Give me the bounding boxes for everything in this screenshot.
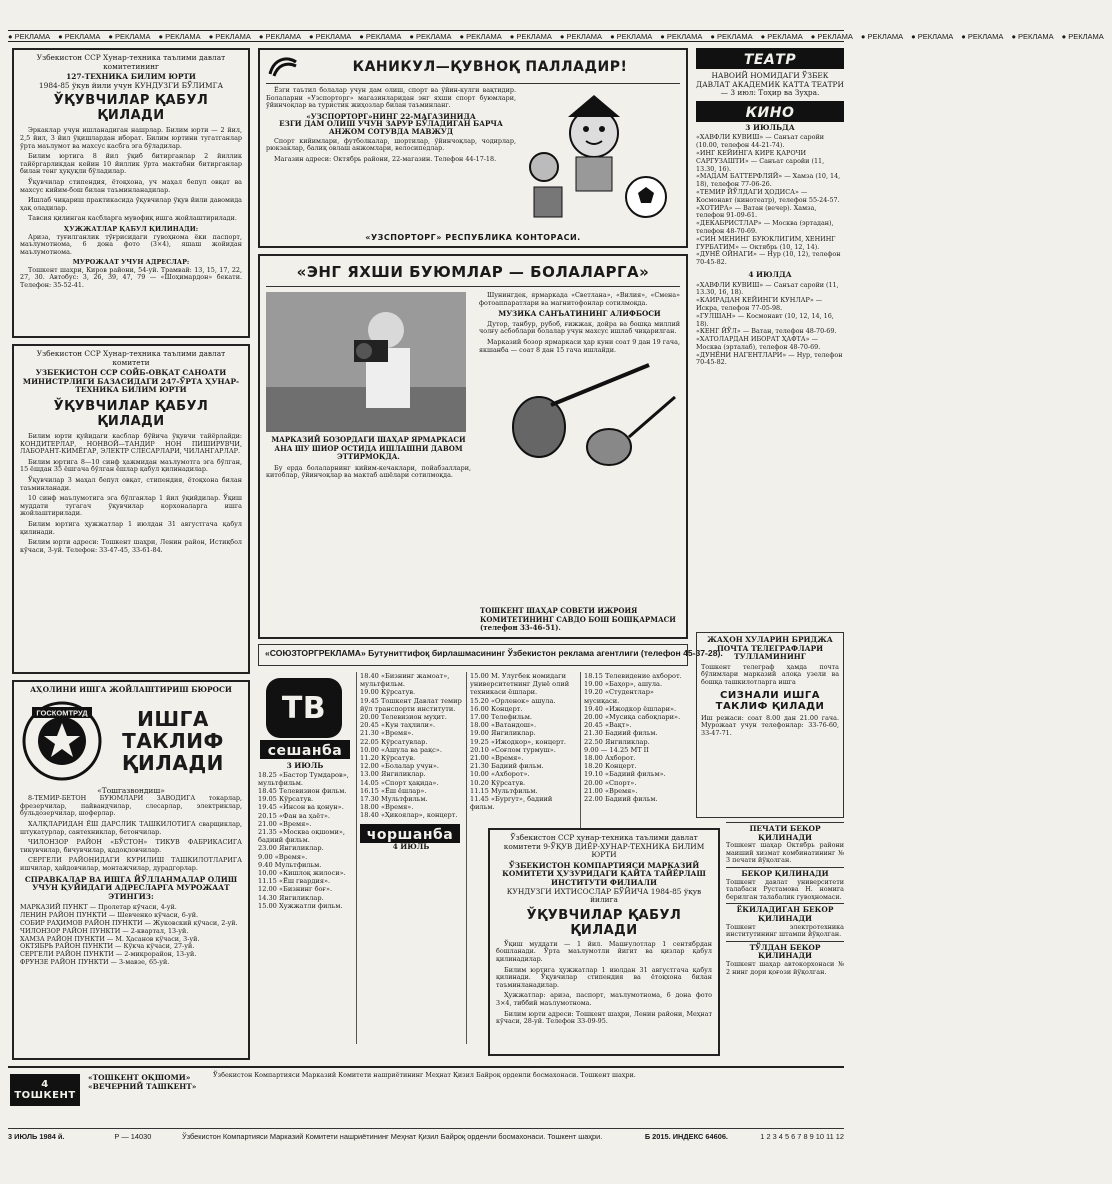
issue-number: Р — 14030	[114, 1132, 152, 1141]
tv-program-entry: 11.15 Мультфильм.	[470, 786, 538, 795]
weekday-tuesday: сешанба	[267, 743, 343, 759]
ad-org: Ўзбекистон ССР ҳунар-техника таълими давлат комитети 9-ЎҚУВ ДИЁР-ХУНАР-ТЕХНИКА БИЛИМ ЮРТИ	[503, 833, 705, 860]
tv-program-entry: 10.00 «Ашула ва рақс».	[360, 745, 442, 754]
post-telegraph-ad	[696, 632, 844, 818]
lost-notice	[726, 822, 844, 867]
ad-footer: «УЗСПОРТОРГ» РЕСПУБЛИКА КОНТОРАСИ.	[365, 233, 581, 242]
lost-notice	[726, 903, 844, 940]
tv-program-entry: 10.00 «Ахборот».	[470, 770, 530, 779]
tv-program-entry: 18.40 «Ҳикоялар», концерт.	[360, 811, 458, 820]
tv-schedule	[256, 771, 354, 910]
banner-word: ● РЕКЛАМА	[1011, 32, 1054, 41]
uzsportorg-logo	[266, 54, 300, 80]
vocational-school-247-ad	[12, 344, 250, 674]
banner-word: ● РЕКЛАМА	[860, 32, 904, 41]
tv-program-entry: 19.00 Янгиликлар.	[470, 729, 536, 738]
ad-title: ЎҚУВЧИЛАР ҚАБУЛ ҚИЛАДИ	[53, 93, 209, 124]
cinema-listing: «ХАВФЛИ КУВИШ» — Санъат саройи (10.00, телефон 44-21-74).	[696, 133, 824, 150]
tv-program-entry: 20.00 Телевизион муҳит.	[360, 713, 447, 722]
tv-program-entry: 19.00 «Баҳор», ашула.	[584, 680, 663, 689]
tv-program-entry: 21.00 «Время».	[584, 786, 638, 795]
tv-program-entry: 9.40 Мультфильм.	[258, 860, 322, 869]
notice-text: Тошкент шаҳар Октябрь райони маиший хизмат комбинатининг № 3 печати йўқолган.	[726, 841, 844, 865]
issue-date: 3 ИЮЛЬ 1984 й.	[8, 1132, 65, 1141]
ad-paragraph: Дутор, танбур, рубоб, ғижжак, дойра ва бошқа миллий чолғу асбоблари болалар учун махсус ишлаб чиқарилган.	[479, 319, 680, 336]
cinema-listing: «ХАТОЛАРДАН ИБОРАТ ҲАФТА» — Москва (эрталаб), телефон 48-70-69.	[696, 335, 821, 351]
ad-paragraph: СЕРГЕЛИ РАЙОНИДАГИ КУРИЛИШ ТАШКИЛОТЛАРИГА ишчилар, ҳайдовчилар, монтажчилар, дурадгорлар.	[20, 856, 242, 872]
ad-paragraph: Марказий бозор ярмаркаси ҳар куни соат 9 дан 19 гача, якшанба — соат 8 дан 15 гача ишлайди.	[479, 337, 680, 354]
notice-heading: БЕКОР ҚИЛИНАДИ	[741, 868, 829, 878]
tv-program-entry: 16.15 «Ёш ёшлар».	[360, 786, 427, 795]
goskomtrud-logo	[20, 699, 104, 783]
ad-paragraph: Тавсия қилинган касбларга мувофиқ ишга жойлаштирилади.	[28, 214, 237, 223]
ad-title: «ЭНГ ЯХШИ БУЮМЛАР — БОЛАЛАРГА»	[266, 260, 680, 287]
banner-word: ● РЕКЛАМА	[108, 32, 151, 41]
notice-text: Тошкент давлат университети талабаси Рустамова Н. номига берилган талабалик гувоҳномаси.	[726, 877, 844, 901]
ad-paragraph: Шунингдек, ярмаркада «Светлана», «Вилия», «Смена» фотоаппаратлари ва магнитофонлар сотилмоқда.	[479, 291, 680, 307]
cinema-listing: «ДУНЁ ОЙНАГИ» — Нур (10, 12), телефон 70-45-82.	[696, 250, 841, 267]
tv-program-entry: 18.20 Концерт.	[584, 762, 637, 771]
tv-program-entry: 14.30 Янгиликлар.	[258, 893, 324, 902]
tv-program-entry: 21.30 Бадиий фильм.	[584, 729, 658, 738]
tv-schedule	[470, 672, 576, 811]
lost-notice	[726, 867, 844, 903]
tv-program-entry: 22.05 Кўрсатувлар.	[360, 737, 428, 746]
theatre-heading: ТЕАТР	[743, 52, 797, 68]
ad-sub: 1984-85 ўкув йили учун КУНДУЗГИ БЎЛИМГА	[38, 80, 224, 90]
ad-paragraph: Билим юртига ҳужжатлар 1 июлдан 31 августгача қабул қилинади.	[20, 519, 242, 536]
cinema-listing: «КЕНГ ЙЎЛ» — Ватан, телефон 48-70-69.	[696, 327, 837, 336]
ad-paragraph: Ёзги таътил болалар учун дам олиш, спорт ва ўйин-кулги вақтидир. Болаларни «Узспорторг» магазинларидан энг яхши спорт буюмлари, ўйинчоқлар ва туристик жиҳозлар билан таъминланг.	[266, 86, 516, 110]
address-line: ХАМЗА РАЙОН ПУНКТИ — М. Ҳасанов кўчаси, 3-уй.	[20, 934, 200, 943]
page-numbers: 1 2 3 4 5 6 7 8 9 10 11 12	[760, 1132, 844, 1141]
dutar-instruments-illustration	[479, 357, 680, 480]
cinema-listing: «КАИРАДАН КЕЙИНГИ КУНЛАР» — Искра, телефон 77-05-98.	[696, 296, 823, 312]
ad-address: Тошкент шаҳри, Киров райони, 54-уй. Трамвай: 13, 15, 17, 22, 27, 30. Автобус: 3, 26, 39, 47, 79 — «Шоҳимардон» бекати. Телефон: 35-52-41.	[20, 265, 242, 290]
banner-word: ● РЕКЛАМА	[509, 32, 552, 41]
banner-word: ● РЕКЛАМА	[409, 32, 452, 41]
employment-bureau-ad	[12, 680, 250, 1060]
ad-paragraph: 10 синф маълумотига эга бўлганлар 1 йил ўқийдилар. Ўқиш муддати тугагач ўқувчилар корхоналарга ишга жойлаштирилади.	[20, 494, 242, 518]
banner-word: ● РЕКЛАМА	[610, 32, 653, 41]
ad-subhead: МУРОЖААТ УЧУН АДРЕСЛАР:	[72, 258, 190, 267]
tv-program-entry: 18.00 «Время».	[360, 803, 414, 812]
ad-title: ЎҚУВЧИЛАР ҚАБУЛ ҚИЛАДИ	[53, 398, 209, 429]
ad-title: КАНИКУЛ—ҚУВНОҚ ПАЛЛАДИР!	[352, 59, 628, 75]
cinema-listing: «ХАВФЛИ КУВИШ» — Санъат саройи (11, 13.30, 16, 18).	[696, 280, 839, 297]
logo-text: ГОСКОМТРУД	[36, 708, 88, 718]
masthead-title: «ТОШКЕНТ ОҚШОМИ» «ВЕЧЕРНИЙ ТАШКЕНТ»	[88, 1073, 197, 1091]
ad-paragraph: Бу ерда болаларнинг кийим-кечаклари, пойабзаллари, китоблар, ўйинчоқлар ва мактаб ашёлари сотилмоқда.	[266, 463, 471, 480]
banner-word: ● РЕКЛАМА	[961, 32, 1004, 41]
banner-word: ● РЕКЛАМА	[660, 32, 703, 41]
tv-program-entry: 15.20 «Орленок» ашула.	[470, 696, 556, 705]
tv-program-entry: 18.25 «Бастор Тумдаров», мультфильм.	[258, 770, 349, 787]
tv-program-entry: 19.20 «Студентлар» мусиқаси.	[584, 688, 654, 705]
address-line: МАРКАЗИЙ ПУНКТ — Пролетар кўчаси, 4-уй.	[20, 903, 177, 912]
tv-program-entry: 20.00 «Спорт».	[584, 778, 637, 787]
lost-documents-column	[726, 822, 844, 1058]
agency-banner	[258, 644, 723, 666]
tv-program-entry: 19.40 «Ижодкор ёшлари».	[584, 704, 677, 713]
ad-title: ЎҚУВЧИЛАР ҚАБУЛ ҚИЛАДИ	[526, 907, 682, 938]
ad-org: Узбекистон ССР Хунар-техника таълими давлат комитети	[36, 349, 226, 367]
notice-text: Тошкент электротехника институтининг штампи йўқолган.	[726, 922, 844, 939]
tv-program-entry: 20.00 «Мусиқа сабоқлари».	[584, 713, 681, 722]
tv-schedule	[360, 672, 462, 820]
childrens-fair-ad	[258, 254, 688, 639]
ad-subhead: МУЗИКА САНЪАТИНИНГ АЛИФБОСИ	[498, 309, 661, 319]
tv-program-entry: 12.00 «Бизнинг боғ».	[258, 885, 333, 894]
tv-program-entry: 19.25 «Ижодкор», концерт.	[470, 737, 566, 746]
address-line: СЕРГЕЛИ РАЙОН ПУНКТИ — 2-микрорайон, 13-уй.	[20, 950, 197, 959]
ad-paragraph: Билим юртига 8—10 синф ҳажмидан маълумотга эга бўлган, 15 ёшдан 35 ёшгача бўлган ёшлар қабул қилинадилар.	[20, 457, 242, 474]
ad-paragraph: Ҳужжатлар: ариза, паспорт, маълумотнома, 6 дона фото 3×4, тиббий маълумотнома.	[496, 991, 712, 1007]
banner-word: ● РЕКЛАМА	[309, 32, 352, 41]
shop-name: «УЗСПОРТОРГ»НИНГ 22-МАГАЗИНИДА	[306, 111, 476, 121]
tv-program-entry: 16.00 Концерт.	[470, 704, 523, 713]
tv-program-entry: 21.30 «Время».	[360, 729, 414, 738]
toys-illustration	[516, 87, 680, 241]
tv-program-entry: 19.10 «Бадиий фильм».	[584, 770, 666, 779]
hiring-headline: ИШГА ТАКЛИФ ҚИЛАДИ	[122, 706, 224, 775]
ad-paragraph: ХАЛҚЛАРИДАН ЁШ ДАРСЛИК ТАШКИЛОТИГА сварщиклар, штукатурлар, сантехниклар, бетончилар.	[20, 819, 242, 836]
tv-program-entry: 11.20 Кўрсатув.	[360, 754, 416, 763]
tv-program-entry: 19.00 Кўрсатув.	[360, 688, 416, 697]
index-number: Б 2015. ИНДЕКС 64606.	[644, 1132, 728, 1141]
tv-program-entry: 20.45 «Вақт».	[584, 721, 632, 730]
cinema-listings	[696, 134, 844, 267]
ad-paragraph: Тошкент телеграф ҳамда почта бўлимлари марказий алоқа узели ва бошқа ташкилотларга ишга	[701, 662, 839, 686]
tv-program-entry: 17.00 Телефильм.	[470, 713, 532, 722]
ad-sub: УЗБЕКИСТОН ССР СОЙБ-ОВҚАТ САНОАТИ МИНИСТРЛИГИ БАЗАСИДАГИ 247-ЎРТА ҲУНАР-ТЕХНИКА БИЛИМ ЮРТИ	[22, 368, 240, 395]
tv-logo	[266, 678, 342, 738]
tv-program-entry: 20.10 «Соғлом турмуш».	[470, 745, 556, 754]
ad-org: Узбекистон ССР Хунар-техника таълими давлат комитетининг	[36, 53, 226, 71]
ad-paragraph: Ишлаб чиқариш практикасида ўқувчилар ўқув йили давомида ҳақ оладилар.	[20, 196, 242, 212]
ad-address: Билим юрти адреси: Тошкент шаҳри, Ленин райони, Меҳнат кўчаси, 28-уй. Телефон 33-09-95.	[496, 1009, 712, 1026]
tv-program-entry: 13.00 Янгиликлар.	[360, 770, 426, 779]
ad-paragraph: Билим юртига 8 йил ўқиб битирганлар 2 йиллик тайёргарликдан кейин 10 йиллик ўрта мактабни битирганлар билан тенг ҳуқуқли бўладилар.	[20, 152, 242, 176]
banner-word: ● РЕКЛАМА	[760, 32, 803, 41]
tv-program-entry: 11.15 «Ёш гвардия».	[258, 877, 331, 886]
address-line: ЛЕНИН РАЙОН ПУНКТИ — Шевченко кўчаси, 6-уй.	[20, 911, 199, 920]
tv-program-entry: 19.45 «Инсон ва қонун».	[258, 803, 344, 812]
tv-program-entry: 18.45 Телевизион фильм.	[258, 787, 347, 795]
cinema-listing: «ДУНЁНИ НАГЕНТЛАРИ» — Нур, телефон 70-45-82.	[696, 350, 843, 367]
banner-word: ● РЕКЛАМА	[359, 32, 402, 41]
ad-address: Магазин адреси: Октябрь райони, 22-магазин. Телефон 44-17-18.	[274, 154, 497, 163]
tv-program-entry: 15.00 М. Улугбек номидаги университетнинг Дунё олий техникаси ёшлари.	[470, 672, 570, 697]
lost-notice	[726, 941, 844, 978]
tv-program-entry: 23.00 Янгиликлар.	[258, 844, 324, 853]
tv-program-entry: 20.15 «Фан ва ҳаёт».	[258, 811, 330, 820]
banner-word: ● РЕКЛАМА	[911, 32, 954, 41]
tv-program-entry: 22.50 Янгиликлар.	[584, 737, 650, 746]
ad-paragraph: Ўқиш муддати — 1 йил. Машғулотлар 1 сентябрдан бошланади. Ўрта маълумотли йигит ва қизлар қабул қилинадилар.	[496, 939, 712, 963]
vocational-school-127-ad	[12, 48, 250, 338]
tv-program-entry: 19.45 Тошкент Давлат темир йўл транспорти институти.	[360, 696, 462, 713]
printer-credits: Ўзбекистон Компартияси Марказий Комитети нашриётининг Меҳнат Қизил Байроқ орденли босмахонаси. Тошкент шаҳри.	[182, 1132, 603, 1141]
address-line: ОКТЯБРЬ РАЙОН ПУНКТИ — Кўкча кўчаси, 27-уй.	[20, 942, 195, 951]
tv-program-entry: 15.00 Хужжатли фильм.	[258, 901, 343, 910]
agency-text: «СОЮЗТОРГРЕКЛАМА» Бутуниттифоқ бирлашмасининг Ўзбекистон реклама агентлиги (телефон 45-37-28).	[265, 648, 723, 658]
tv-program-entry: 10.20 Кўрсатув.	[470, 778, 526, 787]
cinema-listing: «ДЕКАБРИСТЛАР» — Москва (эртадан), телефон 48-70-69.	[696, 219, 834, 235]
advert-banner	[8, 30, 1104, 42]
photo-caption: МАРКАЗИЙ БОЗОРДАГИ ШАҲАР ЯРМАРКАСИ АНА ШУ ШИОР ОСТИДА ИШЛАШНИ ДАВОМ ЭТТИРМОҚДА.	[271, 435, 466, 462]
notice-heading: ЁКИЛАДИГАН БЕКОР ҚИЛИНАДИ	[736, 905, 834, 923]
ad-school: 127-ТЕХНИКА БИЛИМ ЮРТИ	[66, 72, 196, 82]
cinema-date: 3 ИЮЛЬДА	[745, 122, 795, 132]
tv-program-entry: 9.00 — 14.25 МТ II	[584, 745, 649, 754]
tv-program-entry: 18.00 «Ватандош».	[470, 721, 537, 730]
cinema-listing: «ХОТИРА» — Ватан (вечер). Хамза, телефон 91-09-61.	[696, 203, 817, 220]
ad-slogan: ЕЗГИ ДАМ ОЛИШ УЧУН ЗАРУР БЎЛАДИГАН БАРЧА АНЖОМ СОТУВДА МАВЖУД	[279, 119, 503, 136]
tv-program-entry: 18.15 Телевидение ахборот.	[584, 672, 682, 680]
tv-program-entry: 19.05 Кўрсатув.	[258, 795, 314, 804]
printer-credits: Ўзбекистон Компартияси Марказий Комитети нашриётининг Меҳнат Қизил Байроқ орденли босмахонаси. Тошкент шаҳри.	[213, 1071, 636, 1079]
cinema-heading: КИНО	[745, 104, 795, 121]
tv-date: 4 ИЮЛЬ	[392, 841, 430, 851]
tv-date: 3 ИЮЛЬ	[286, 761, 324, 770]
masthead-logo-text: 4 ТОШКЕНТ	[14, 1079, 76, 1101]
ad-address: Билим юрти адреси: Тошкент шаҳри, Ленин район, Истиқбол кўчаси, 3-уй. Телефон: 33-47-45, 33-61-84.	[20, 538, 242, 554]
theatre-listing: НАВОИЙ НОМИДАГИ ЎЗБЕК ДАВЛАТ АКАДЕМИК КАТТА ТЕАТРИ — 3 июл: Тоҳир ва Зуҳра.	[696, 71, 844, 98]
hiring-headline: СИЗНАЛИ ИШГА ТАКЛИФ ҚИЛАДИ	[715, 689, 825, 712]
ad-paragraph: Ариза, туғилганлик тўғрисидаги гувоҳнома ёки паспорт, маълумотнома, 6 дона фото (3×4), яшаш жойидан маълумотнома.	[20, 232, 242, 256]
ad-paragraph: Ўқувчилар стипендия, ётоқхона, уч маҳал бепул овқат ва махсус кийим-бош билан таъминланадилар.	[20, 177, 242, 194]
tv-program-entry: 22.00 Бадиий фильм.	[584, 795, 658, 804]
banner-word: ● РЕКЛАМА	[459, 32, 502, 41]
theatre-cinema-column	[696, 48, 844, 628]
cinema-listing: «СИН МЕНИНГ БУЮКЛИГИМ, ХЕНИНГ ГУРБАТИМ» — Октябрь (10, 12, 14).	[696, 234, 836, 251]
ad-org: АҲОЛИНИ ИШГА ЖОЙЛАШТИРИШ БЮРОСИ	[30, 685, 232, 694]
masthead-logo	[10, 1074, 80, 1106]
address-list	[20, 904, 242, 966]
tv-program-entry: 18.00 Ахборот.	[584, 754, 636, 763]
banner-word: ● РЕКЛАМА	[710, 32, 753, 41]
notice-heading: ТЎЛДАН БЕКОР ҚИЛИНАДИ	[749, 942, 821, 961]
banner-word: ● РЕКЛАМА	[258, 32, 302, 41]
tv-program-entry: 9.00 «Время».	[258, 852, 308, 861]
ad-paragraph: 8-ТЕМИР-БЕТОН БУЮМЛАРИ ЗАВОДИГА токарлар, фрезерчилар, пайвандчилар, слесарлар, электриклар, бульдозерчилар, шоферлар.	[20, 794, 242, 818]
tv-program-entry: 10.00 «Кишлоқ жилоси».	[258, 869, 346, 878]
tv-program-entry: 21.00 «Время».	[258, 819, 312, 828]
cinema-date: 4 ИЮЛДА	[748, 269, 792, 279]
tv-program-entry: 18.40 «Бизнинг жамоат», мультфильм.	[360, 672, 450, 689]
uzsportorg-ad	[258, 48, 688, 248]
ad-sub2: КУНДУЗГИ ИХТИСОСЛАР БЎЙИЧА 1984-85 ўқув йилига	[506, 886, 702, 905]
tv-program-entry: 21.35 «Москва оқшоми», бадиий фильм.	[258, 828, 346, 845]
banner-word: ● РЕКЛАМА	[158, 32, 201, 41]
ad-footer: ТОШКЕНТ ШАҲАР СОВЕТИ ИЖРОИЯ КОМИТЕТИНИНГ САВДО БОШ БОШҚАРМАСИ (телефон 33-46-51).	[480, 606, 676, 633]
banner-word: ● РЕКЛАМА	[58, 32, 101, 41]
cinema-listing: «МАДАМ БАТТЕРФЛЯЙ» — Хамза (10, 14, 18), телефон 77-06-26.	[696, 172, 841, 189]
ad-paragraph: Эркаклар учун ишланадиган нашрлар. Билим юрти — 2 йил, 2,5 йил, 3 йил ўқишлардан иборат. Билим юртини тугатганлар ўрта маълумот ва махсус касбга эга бўладилар.	[20, 126, 242, 150]
page-footer	[8, 1066, 844, 1176]
banner-word: ● РЕКЛАМА	[8, 32, 51, 41]
address-line: ФРУНЗЕ РАЙОН ПУНКТИ — 3-мавзе, 65-уй.	[20, 957, 170, 966]
cinema-listings	[696, 282, 844, 368]
ad-subhead: ҲУЖЖАТЛАР ҚАБУЛ ҚИЛИНАДИ:	[63, 224, 199, 233]
tv-schedule	[584, 672, 688, 803]
weekday-wednesday: чоршанба	[366, 826, 454, 843]
banner-word: ● РЕКЛАМА	[810, 32, 853, 41]
address-line: ЧИЛОНЗОР РАЙОН ПУНКТИ — 2-квартал, 13-уй.	[20, 926, 189, 935]
ad-paragraph: Билим юрти қуйидаги касблар бўйича ўқувчи тайёрлайди: КОНДИТЕРЛАР, НОНВОЙ—ТАНДИР НОН ПИШИРУВЧИ, ЛАБОРАНТ-КИМЁГАР, ЭЛЕКТР СЛЕСАРЛАРИ, ЧИЛАНГАРЛАР.	[20, 431, 242, 456]
ad-paragraph: Ўқувчилар 3 маҳал бепул овқат, стипендия, ётоқхона билан таъминланади.	[20, 475, 242, 492]
ad-org2: «Тошгазвондиш»	[97, 785, 165, 795]
tv-program-entry: 17.30 Мультфильм.	[360, 795, 428, 804]
institute-admission-ad	[488, 828, 720, 1056]
banner-word: ● РЕКЛАМА	[208, 32, 251, 41]
cinema-listing: «ГУЛШАН» — Космонавт (10, 12, 14, 16, 18).	[696, 311, 834, 328]
boy-with-camera-photo	[266, 292, 466, 432]
ad-paragraph: ЧИЛОНЗОР РАЙОН «БЎСТОН» ТИКУВ ФАБРИКАСИГА тикувчилар, бичувчилар, қадоқловчилар.	[20, 838, 242, 854]
tv-program-entry: 21.00 «Время».	[470, 754, 524, 763]
tv-program-entry: 21.30 Бадиий фильм.	[470, 762, 544, 771]
banner-word: ● РЕКЛАМА	[1061, 32, 1104, 41]
tv-program-entry: 14.05 «Спорт ҳақида».	[360, 778, 439, 787]
ad-paragraph: Билим юртига ҳужжатлар 1 июлдан 31 августгача қабул қилинади. Ўқувчилар стипендия ва ётоқхона билан таъминланадилар.	[496, 965, 712, 989]
cinema-listing: «ИНГ КЕЙИНГА КИРЕ ҚАРОЧИ САРГУЗАШТИ» — Санъат саройи (11, 13.30, 16).	[696, 148, 825, 173]
notice-heading: ПЕЧАТИ БЕКОР ҚИЛИНАДИ	[749, 824, 821, 842]
ad-subhead: СПРАВКАЛАР ВА ИШГА ЙЎЛЛАНМАЛАР ОЛИШ УЧУН ҚУЙИДАГИ АДРЕСЛАРГА МУРОЖААТ ЭТИНГИЗ:	[24, 874, 238, 901]
notice-text: Тошкент шаҳар автокорхонаси № 2 нинг дори қоғози йўқолган.	[726, 959, 844, 976]
cinema-listing: «ТЕМИР ЙЎЛДАГИ ҲОДИСА» — Космонавт (кинотеатр), телефон 55-24-57.	[696, 187, 840, 204]
tv-program-entry: 11.45 «Бургут», бадиий фильм.	[470, 795, 553, 812]
ad-sub: ЎЗБЕКИСТОН КОМПАРТИЯСИ МАРКАЗИЙ КОМИТЕТИ ҲУЗУРИДАГИ ҚАЙТА ТАЙЁРЛАШ ИНСТИТУТИ ФИЛИАЛИ	[502, 860, 706, 887]
address-line: СОБИР РАҲИМОВ РАЙОН ПУНКТИ — Жуковский кўчаси, 2-уй.	[20, 918, 238, 927]
tv-logo-text: ТВ	[281, 690, 327, 726]
ad-paragraph: Иш режаси: соат 8.00 дан 21.00 гача. Мурожаат учун телефонлар: 33-76-60, 33-47-71.	[701, 713, 839, 737]
ad-paragraph: Спорт кийимлари, футболкалар, шортилар, ўйинчоқлар, чодирлар, рюкзаклар, балиқ овлаш анжомлари, велосипедлар.	[266, 136, 516, 153]
footer-credits-top	[213, 1072, 838, 1118]
tv-program-entry: 12.00 «Болалар учун».	[360, 762, 440, 771]
ad-title: ЖАҲОН ХУЛАРИН БРИДЖА ПОЧТА ТЕЛЕГРАФЛАРИ ТУЛЛАМИНИНГ	[707, 635, 833, 662]
tv-program-entry: 20.45 «Кун таҳлили».	[360, 721, 436, 730]
banner-word: ● РЕКЛАМА	[559, 32, 603, 41]
